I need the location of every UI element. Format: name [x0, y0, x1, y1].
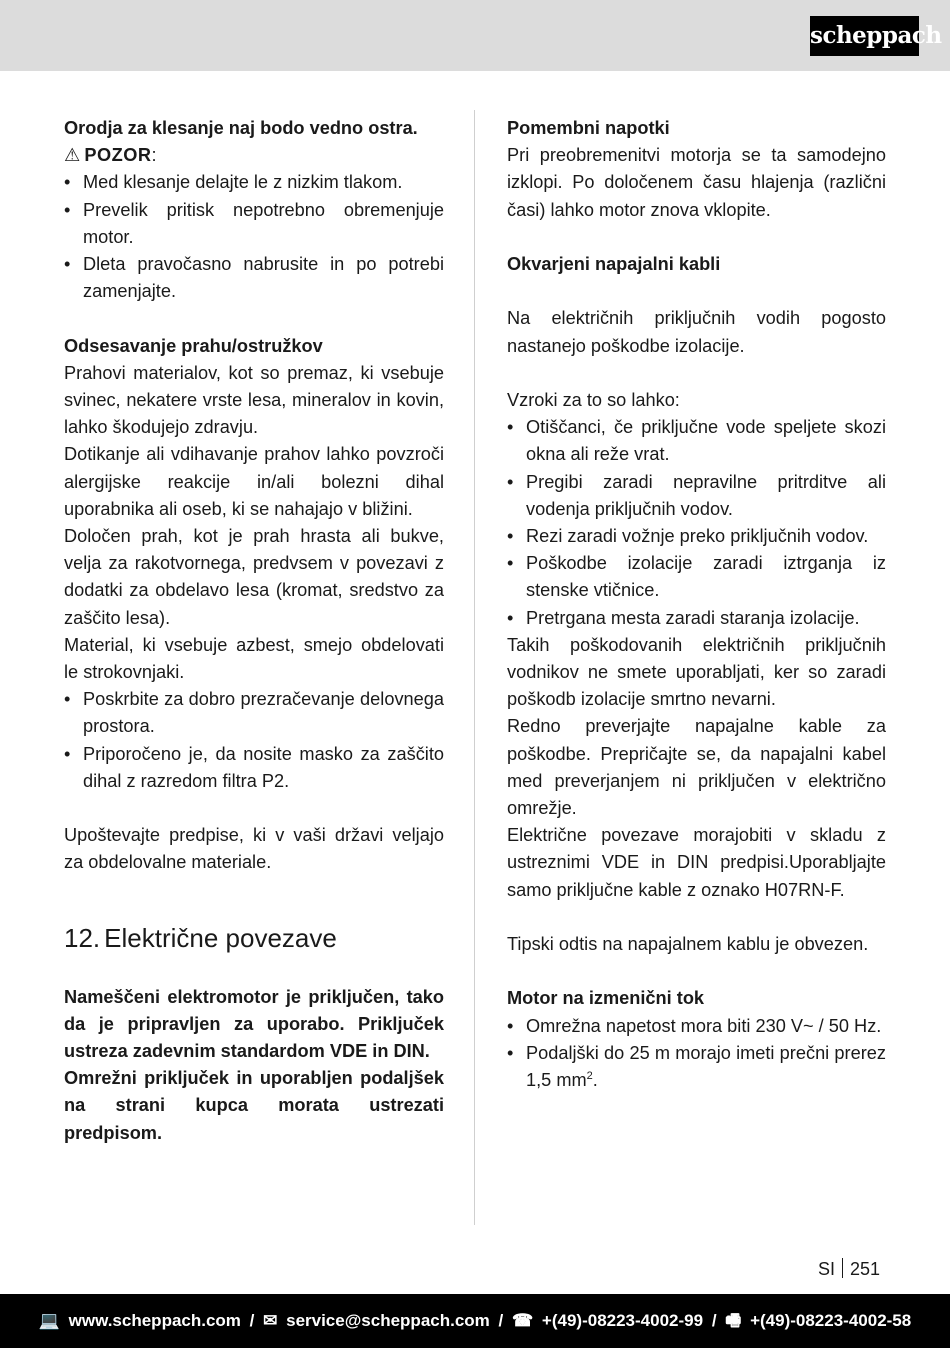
list-item: • Med klesanje delajte le z nizkim tlakom. [64, 169, 444, 196]
list-item: • Prevelik pritisk nepotrebno obremenjuje motor. [64, 197, 444, 251]
section-number: 12. [64, 922, 101, 953]
dust-paragraph: Prahovi materialov, kot so premaz, ki vsebuje svinec, nekatere vrste lesa, mineralov in kovin, lahko škodujejo zdravju. [64, 362, 444, 438]
damaged-paragraph: Takih poškodovanih električnih priključnih vodnikov ne smete uporabljati, ker so zaradi poškodb izolacije smrtno nevarni. [507, 634, 886, 710]
ac-item-sup: 2 [586, 1069, 593, 1082]
section-title: Električne povezave [104, 922, 337, 953]
phone-icon: ☎ [512, 1311, 534, 1330]
warning-list [64, 169, 444, 305]
list-item [507, 1040, 886, 1094]
list-item: • Omrežna napetost mora biti 230 V~ / 50 Hz. [507, 1013, 886, 1040]
email-link[interactable]: service@scheppach.com [286, 1311, 490, 1330]
list-item: • Dleta pravočasno nabrusite in po potrebi zamenjajte. [64, 251, 444, 305]
ac-item-end: . [592, 1070, 598, 1091]
page-header [0, 0, 950, 71]
list-item: • Poškodbe izolacije zaradi iztrganja iz stenske vtičnice. [507, 550, 886, 604]
fax-number: +(49)-08223-4002-58 [750, 1311, 912, 1330]
website-link[interactable]: www.scheppach.com [68, 1311, 241, 1330]
damaged-paragraph: Redno preverjajte napajalne kable za poškodbe. Prepričajte se, da napajalni kabel med preverjanjem ni priključen v električno omrežje. [507, 716, 886, 819]
page-footer [0, 1294, 950, 1348]
regulations-paragraph: Upoštevajte predpise, ki v vaši državi veljajo za obdelovalne materiale. [64, 825, 444, 873]
footer-separator: / [249, 1311, 255, 1330]
cables-heading: Okvarjeni napajalni kabli [507, 254, 721, 274]
warning-icon: ⚠ [64, 145, 81, 166]
motor-connection-paragraph: Nameščeni elektromotor je priključen, tako da je pripravljen za uporabo. Priključek ustreza zadevnim standardom VDE in DIN. [64, 986, 444, 1062]
page-number [818, 1257, 880, 1281]
ac-heading: Motor na izmenični tok [507, 988, 705, 1009]
section-heading [64, 922, 444, 954]
list-item: • Rezi zaradi vožnje preko priključnih vodov. [507, 523, 886, 550]
list-item: • Pregibi zaradi nepravilne pritrditve ali vodenja priključnih vodov. [507, 469, 886, 523]
footer-separator: / [711, 1311, 717, 1330]
warning-line [64, 142, 444, 169]
notes-paragraph: Pri preobremenitvi motorja se ta samodejno izklopi. Po določenem času hlajenja (različni časi) lahko motor znova vklopite. [507, 145, 886, 220]
mail-icon: ✉ [263, 1311, 278, 1330]
dust-heading: Odsesavanje prahu/ostružkov [64, 335, 323, 356]
right-column [507, 115, 886, 1094]
dust-paragraph: Material, ki vsebuje azbest, smejo obdelovati le strokovnjaki. [64, 634, 444, 683]
causes-intro: Vzroki za to so lahko: [507, 389, 680, 410]
warning-colon: : [151, 145, 157, 166]
cables-paragraph: Na električnih priključnih vodih pogosto nastanejo poškodbe izolacije. [507, 308, 886, 356]
page-lang: SI [818, 1259, 836, 1279]
ac-list [507, 1013, 886, 1095]
causes-list [507, 414, 886, 632]
damaged-paragraph: Električne povezave morajobiti v skladu z ustreznimi VDE in DIN predpisi.Uporabljajte samo priključne kable z oznako H07RN-F. [507, 825, 886, 900]
dust-paragraph: Določen prah, kot je prah hrasta ali bukve, velja za rakotvornega, predvsem v povezavi z dodatki za obdelavo lesa (kromat, sredstvo za zaščito lesa). [64, 526, 444, 628]
ac-item-text: Podaljški do 25 m morajo imeti prečni prerez 1,5 mm [526, 1042, 886, 1091]
page-number-value: 251 [850, 1259, 881, 1279]
list-item: • Poskrbite za dobro prezračevanje delovnega prostora. [64, 686, 444, 740]
dust-list [64, 686, 444, 795]
brand-logo: scheppach [810, 16, 919, 56]
footer-separator: / [498, 1311, 504, 1330]
computer-icon: 💻 [38, 1311, 60, 1330]
dust-paragraph: Dotikanje ali vdihavanje prahov lahko povzroči alergijske reakcije in/ali bolezni dihal uporabnika ali oseb, ki se nahajajo v bližini. [64, 444, 444, 519]
left-column [64, 115, 444, 1147]
warning-label: POZOR [84, 145, 152, 166]
chisel-note: Orodja za klesanje naj bodo vedno ostra. [64, 118, 418, 138]
mains-connection-paragraph: Omrežni priključek in uporabljen podaljšek na strani kupca morata ustrezati predpisom. [64, 1068, 444, 1143]
type-label-paragraph: Tipski odtis na napajalnem kablu je obvezen. [507, 934, 869, 955]
notes-heading: Pomembni napotki [507, 118, 670, 138]
list-item: • Pretrgana mesta zaradi staranja izolacije. [507, 605, 886, 632]
list-item: • Priporočeno je, da nosite masko za zaščito dihal z razredom filtra P2. [64, 741, 444, 795]
fax-icon: 🖷 [725, 1311, 742, 1330]
list-item: • Otiščanci, če priključne vode speljete skozi okna ali reže vrat. [507, 414, 886, 468]
column-divider [474, 110, 475, 1225]
phone-number: +(49)-08223-4002-99 [541, 1311, 704, 1330]
